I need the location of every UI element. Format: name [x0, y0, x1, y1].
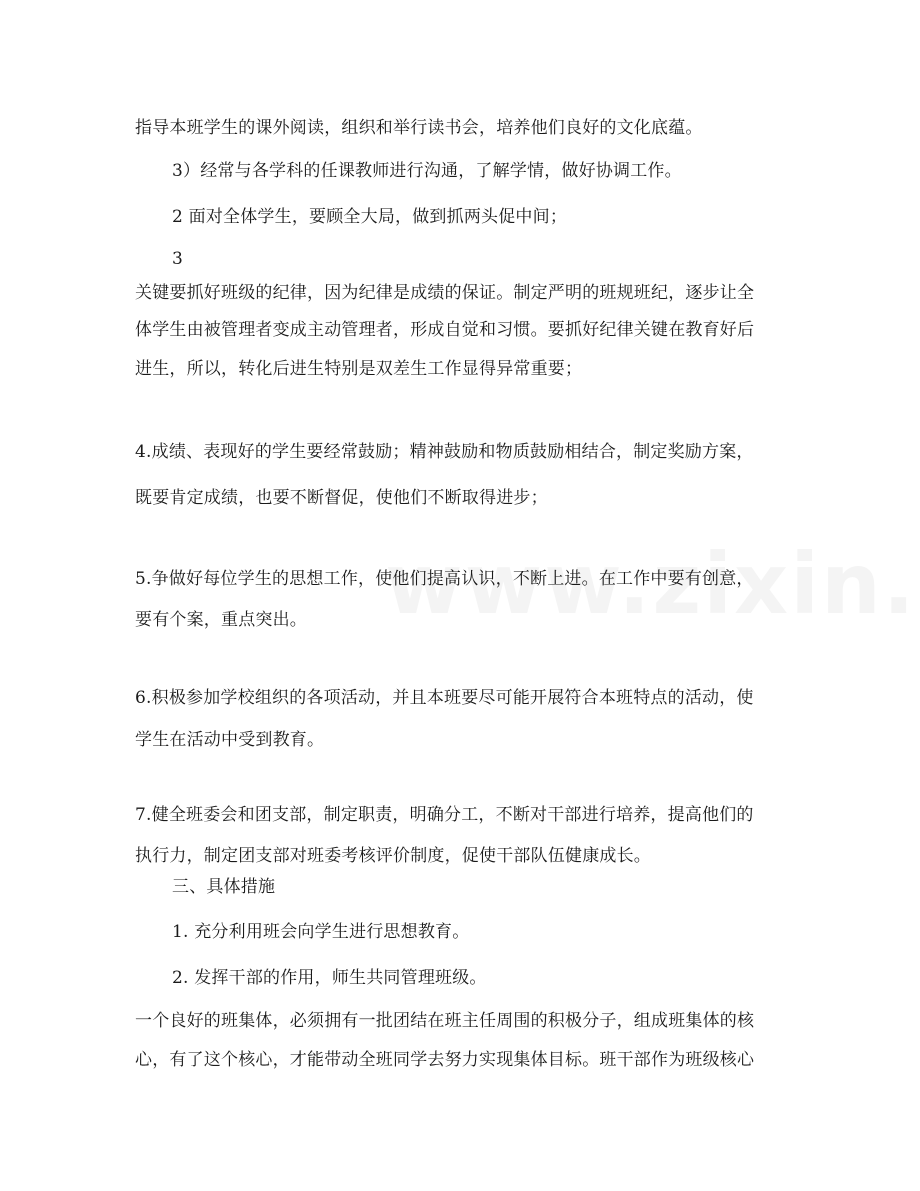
paragraph-line: 学生在活动中受到教育。: [135, 730, 325, 750]
paragraph-line: 心，有了这个核心，才能带动全班同学去努力实现集体目标。班干部作为班级核心: [135, 1050, 755, 1070]
paragraph-line: 6.积极参加学校组织的各项活动，并且本班要尽可能开展符合本班特点的活动，使: [135, 688, 754, 708]
paragraph-line: 5.争做好每位学生的思想工作，使他们提高认识，不断上进。在工作中要有创意，: [135, 569, 754, 589]
paragraph-line: 2 面对全体学生，要顾全大局，做到抓两头促中间；: [172, 207, 568, 227]
list-item: 1. 充分利用班会向学生进行思想教育。: [172, 922, 470, 942]
paragraph-line: 7.健全班委会和团支部，制定职责，明确分工，不断对干部进行培养，提高他们的: [135, 805, 754, 825]
paragraph-line: 要有个案，重点突出。: [135, 610, 307, 630]
paragraph-line: 3: [172, 249, 184, 269]
paragraph-line: 体学生由被管理者变成主动管理者，形成自觉和习惯。要抓好纪律关键在教育好后: [135, 320, 755, 340]
paragraph-line: 既要肯定成绩，也要不断督促，使他们不断取得进步；: [135, 488, 548, 508]
paragraph-line: 指导本班学生的课外阅读，组织和举行读书会，培养他们良好的文化底蕴。: [135, 118, 703, 138]
section-heading: 三、具体措施: [172, 877, 276, 897]
paragraph-line: 关键要抓好班级的纪律，因为纪律是成绩的保证。制定严明的班规班纪，逐步让全: [135, 283, 755, 303]
paragraph-line: 进生，所以，转化后进生特别是双差生工作显得异常重要；: [135, 359, 583, 379]
paragraph-line: 执行力，制定团支部对班委考核评价制度，促使干部队伍健康成长。: [135, 846, 651, 866]
paragraph-line: 一个良好的班集体，必须拥有一批团结在班主任周围的积极分子，组成班集体的核: [135, 1011, 755, 1031]
list-item: 2. 发挥干部的作用，师生共同管理班级。: [172, 968, 487, 988]
paragraph-line: 4.成绩、表现好的学生要经常鼓励；精神鼓励和物质鼓励相结合，制定奖励方案，: [135, 442, 754, 462]
paragraph-line: 3）经常与各学科的任课教师进行沟通，了解学情，做好协调工作。: [172, 161, 682, 181]
